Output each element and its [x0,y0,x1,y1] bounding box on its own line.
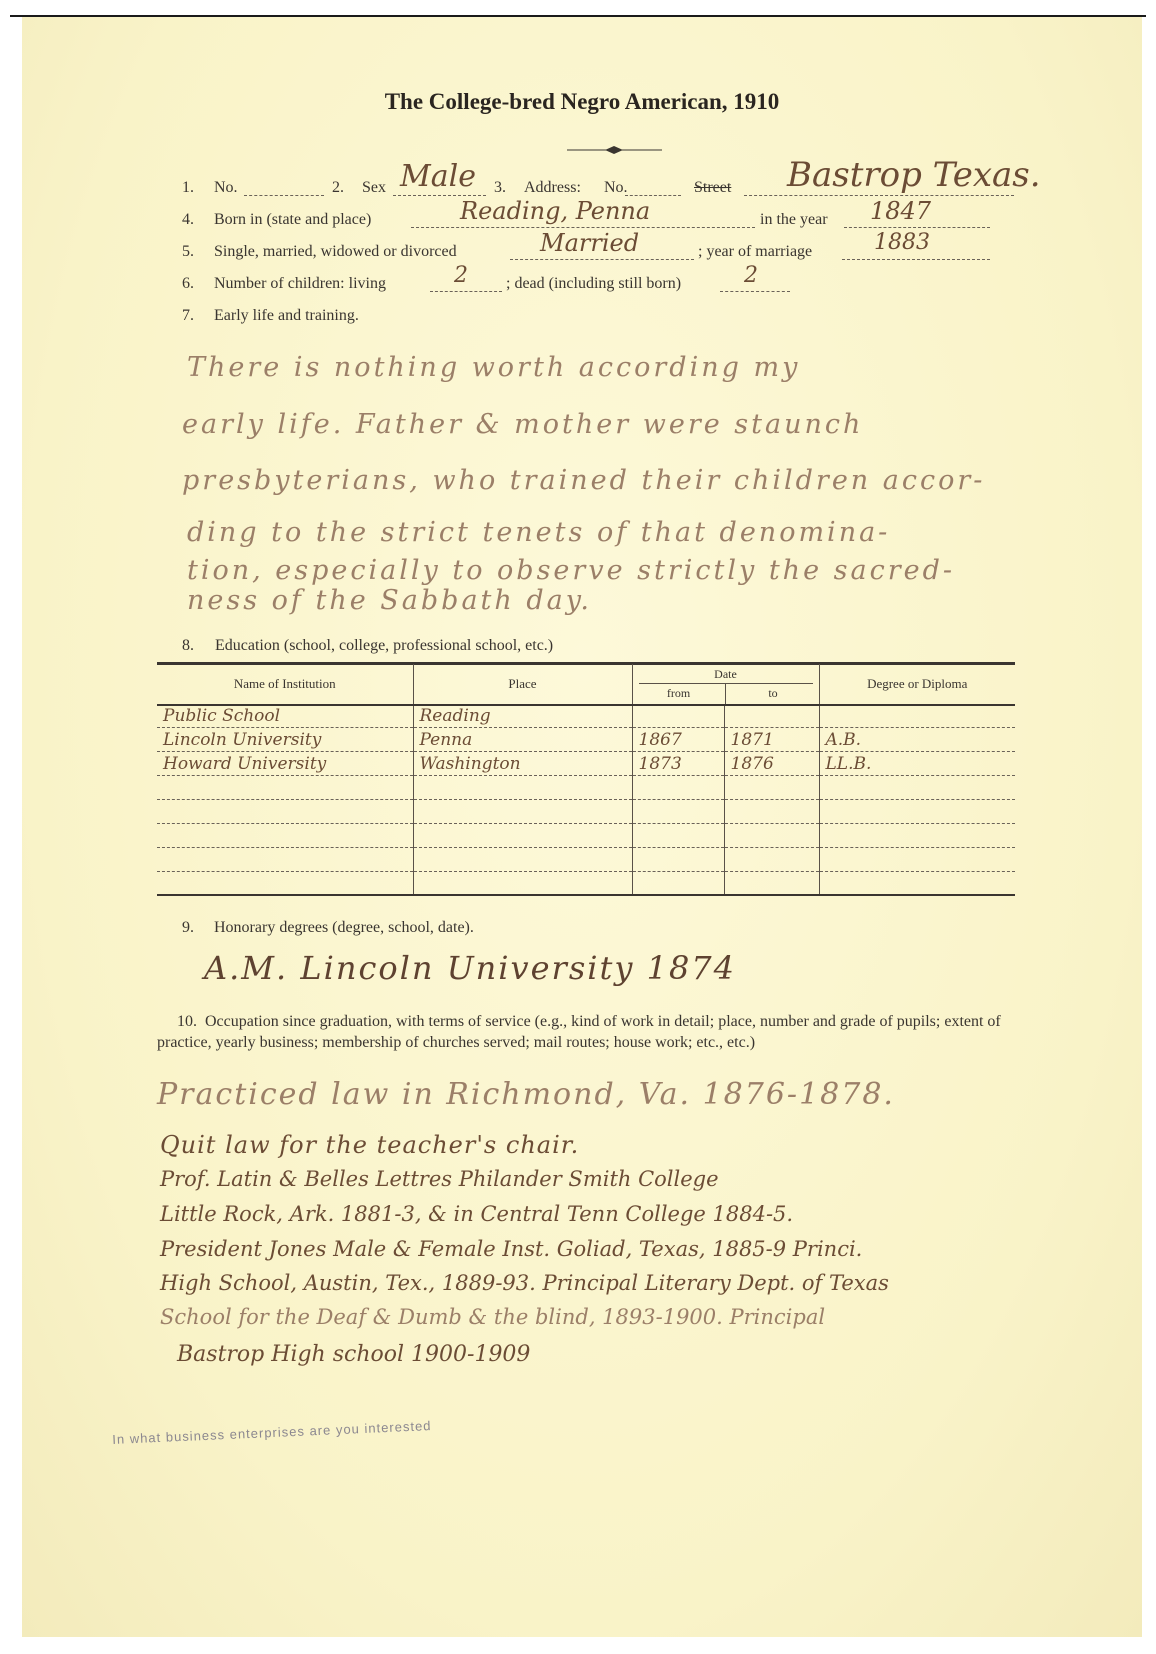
q6-living-blank [430,291,502,292]
honorary-degree-value: A.M. Lincoln University 1874 [204,949,737,987]
col-date-header [632,664,819,704]
q10-label-text: Occupation since graduation, with terms of service (e.g., kind of work in detail; place, number and grade of pupils; extent of practice, yearly business; membership of churches served; mail routes; house work; etc., etc.) [157,1013,1001,1051]
early-life-line-4: ding to the strict tenets of that denomina- [187,517,891,548]
table-header-rule [157,704,1015,706]
q1-label: No. [214,179,238,196]
place-cell: Washington [413,752,632,776]
table-row [157,728,1015,752]
page-title: The College-bred Negro American, 1910 [384,89,780,114]
q5-number: 5. [182,243,194,260]
institution-cell: Lincoln University [157,728,413,752]
q7-number: 7. [182,307,194,324]
q10-label [157,1011,1037,1053]
table-row [157,848,1015,872]
occupation-line-7: School for the Deaf & Dumb & the blind, 1893-1900. Principal [160,1305,826,1329]
to-cell: 1876 [724,752,819,776]
q9-number: 9. [182,919,194,936]
address-value: Bastrop Texas. [787,155,1041,195]
occupation-line-1: Practiced law in Richmond, Va. 1876-1878. [157,1077,895,1112]
document-page [22,17,1142,1637]
q4-place-blank [411,227,755,228]
q3-street-label: Street [694,179,732,196]
early-life-line-3: presbyterians, who trained their children accor- [182,465,986,496]
date-label: Date [714,667,737,681]
early-life-line-5: tion, especially to observe strictly the sacred- [187,555,955,586]
degree-cell: A.B. [819,728,1015,752]
to-cell: 1871 [724,728,819,752]
birthplace-value: Reading, Penna [460,197,651,225]
q9-label: Honorary degrees (degree, school, date). [214,919,474,936]
q2-blank [393,195,486,196]
to-cell [724,704,819,728]
q3-address-blank [744,195,1014,196]
from-cell: 1873 [632,752,724,776]
place-cell: Penna [413,728,632,752]
q4-year-label: in the year [760,211,828,228]
occupation-line-4: Little Rock, Ark. 1881-3, & in Central Tenn College 1884-5. [160,1202,794,1226]
faded-printed-question: In what business enterprises are you interested [112,1418,432,1447]
date-from-label: from [666,686,691,700]
early-life-line-6: ness of the Sabbath day. [187,585,593,616]
sex-value: Male [400,159,476,194]
q3-label: Address: [524,179,581,196]
q1-blank [244,195,324,196]
table-row [157,704,1015,728]
col-institution-header: Name of Institution [157,664,413,704]
table-row [157,800,1015,824]
early-life-line-2: early life. Father & mother were staunch [182,409,864,440]
q4-label: Born in (state and place) [214,211,372,228]
occupation-line-6: High School, Austin, Tex., 1889-93. Principal Literary Dept. of Texas [160,1271,889,1295]
q4-number: 4. [182,211,194,228]
marital-status-value: Married [540,229,640,257]
education-table [157,664,1015,895]
title-ornament [567,145,662,155]
institution-cell: Public School [157,704,413,728]
q5-label: Single, married, widowed or divorced [214,243,457,260]
occupation-line-5: President Jones Male & Female Inst. Goliad, Texas, 1885-9 Princi. [160,1237,863,1261]
table-row [157,776,1015,800]
q3-no-label: No. [604,179,628,196]
children-dead-value: 2 [744,263,758,288]
col-degree-header: Degree or Diploma [867,676,968,691]
occupation-line-3: Prof. Latin & Belles Lettres Philander Smith College [160,1167,719,1191]
q5-status-blank [510,259,694,260]
place-cell: Reading [413,704,632,728]
table-bottom-rule [157,894,1015,896]
q6-dead-blank [720,291,790,292]
q2-label: Sex [362,179,386,196]
q3-number: 3. [494,179,506,196]
table-row [157,872,1015,896]
q6-dead-label: ; dead (including still born) [506,275,682,292]
q2-number: 2. [332,179,344,196]
from-cell [632,704,724,728]
early-life-line-1: There is nothing worth according my [187,352,801,383]
q6-number: 6. [182,275,194,292]
col-place-header: Place [413,664,632,704]
birth-year-value: 1847 [870,197,932,225]
q5-year-label: ; year of marriage [698,243,813,260]
q8-label: Education (school, college, professional school, etc.) [215,637,554,654]
q6-label: Number of children: living [214,275,386,292]
q8-number: 8. [182,637,194,654]
occupation-line-2: Quit law for the teacher's chair. [160,1131,580,1159]
marriage-year-value: 1883 [874,230,930,255]
occupation-line-8: Bastrop High school 1900-1909 [177,1342,531,1367]
q5-year-blank [842,259,990,260]
degree-cell: LL.B. [819,752,1015,776]
institution-cell: Howard University [157,752,413,776]
date-to-label: to [768,686,778,700]
q4-year-blank [844,227,990,228]
table-row [157,752,1015,776]
q7-label: Early life and training. [214,307,359,324]
q3-no-blank [625,195,681,196]
degree-cell [819,704,1015,728]
q10-number: 10. [177,1013,197,1030]
children-living-value: 2 [454,263,468,288]
table-row [157,824,1015,848]
q1-number: 1. [182,179,194,196]
from-cell: 1867 [632,728,724,752]
